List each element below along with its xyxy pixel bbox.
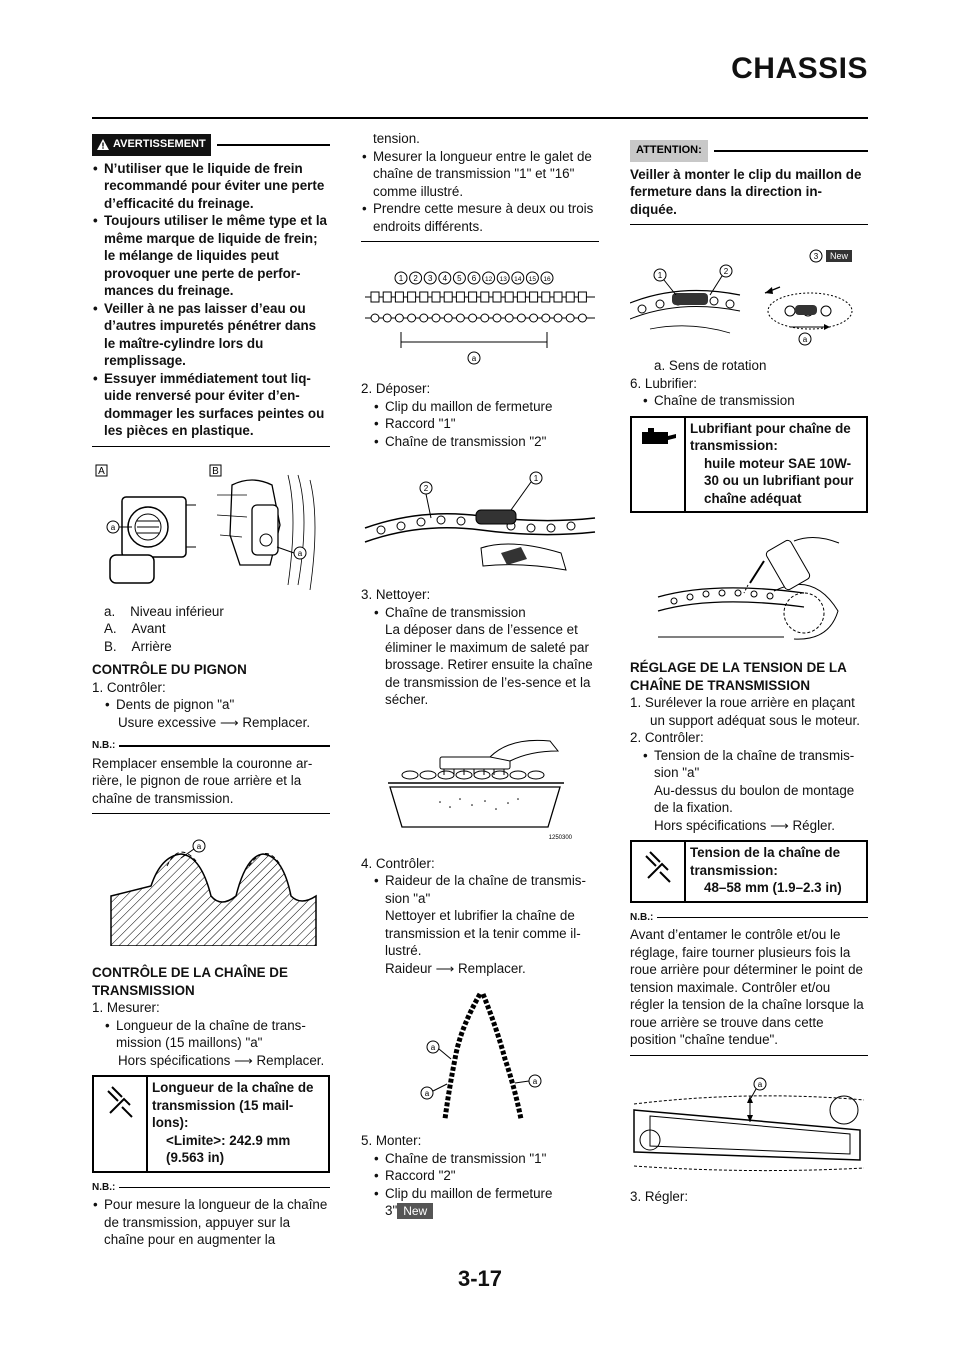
warning-header xyxy=(92,134,330,156)
chain-roller xyxy=(481,314,489,322)
arrow-right-icon: ⟶ xyxy=(435,960,455,976)
section-heading-pignon: CONTRÔLE DU PIGNON xyxy=(92,662,247,677)
chain-number-label: 16 xyxy=(543,276,551,283)
section-heading-chain: CONTRÔLE DE LA CHAÎNE DE TRANSMISSION xyxy=(92,965,288,998)
chain-link-plate xyxy=(371,292,379,302)
figure-code: 1250300 xyxy=(548,834,572,841)
list-item: • Essuyer immédiatement tout liq-uide renversé pour éviter d’en-dommager les surfaces peintes ou les pièces en plastique. xyxy=(92,370,330,440)
chain-roller xyxy=(371,314,379,322)
chain-link-plate xyxy=(493,292,501,302)
bullet-list xyxy=(361,148,599,236)
chain-roller xyxy=(408,314,416,322)
chain-roller xyxy=(542,314,550,322)
chain-link-plate xyxy=(542,292,550,302)
chain-number-label: 3 xyxy=(427,274,433,283)
bullet-list xyxy=(361,1150,599,1203)
chain-link-plate xyxy=(578,292,586,302)
list-item: • Clip du maillon de fermeture xyxy=(373,1185,599,1203)
chain-roller xyxy=(505,314,513,322)
callout-a: a xyxy=(196,842,202,851)
arrow-right-icon: ⟶ xyxy=(234,1052,253,1068)
spec-box-chain-length xyxy=(92,1075,330,1173)
step-text: 6. Lubrifier: xyxy=(630,375,697,391)
divider xyxy=(714,150,868,152)
step-text: 4. Contrôler: xyxy=(361,855,435,871)
page-number: 3-17 xyxy=(457,1266,503,1291)
caption-A: A. Avant xyxy=(104,621,166,636)
callout-a: a xyxy=(424,1089,430,1098)
warning-triangle-icon xyxy=(97,139,109,150)
figure-sprocket-teeth xyxy=(101,836,321,946)
callout-a: a xyxy=(802,335,808,344)
bullet-list xyxy=(361,872,599,907)
callout-1: 1 xyxy=(657,271,663,280)
fig-label-B: B xyxy=(212,465,219,477)
callout-a: a xyxy=(297,548,303,558)
chain-number-label: 13 xyxy=(499,276,507,283)
nb-header: N.B.: xyxy=(630,909,868,927)
chain-roller xyxy=(420,314,428,322)
list-item: • Tension de la chaîne de transmis-sion "a" xyxy=(642,747,868,782)
callout-a: a xyxy=(532,1077,538,1086)
callout-a: a xyxy=(110,522,116,532)
chain-link-plate xyxy=(395,292,403,302)
step-text: 3. Nettoyer: xyxy=(361,587,431,602)
chain-link-plate xyxy=(505,292,513,302)
chain-link-plate xyxy=(517,292,525,302)
list-item: • Raccord "2" xyxy=(373,1167,599,1185)
list-item: • N’utiliser que le liquide de frein recommandé pour éviter une perte d’efficacité du freinage. xyxy=(92,160,330,213)
chain-number-label: 15 xyxy=(528,276,537,283)
new-badge: New xyxy=(829,251,849,261)
attention-badge: ATTENTION: xyxy=(630,140,708,162)
step-text: 1. Surélever la roue arrière en plaçant un support adéquat sous le moteur. xyxy=(630,695,860,728)
chain-roller xyxy=(517,314,525,322)
chain-roller xyxy=(383,314,391,322)
criteria-line: Raideur ⟶ Remplacer. xyxy=(385,960,526,976)
chain-link-plate xyxy=(456,292,464,302)
chain-number-label: 4 xyxy=(442,274,448,283)
wrench-icon xyxy=(94,1077,148,1171)
step-text: 2. Déposer: xyxy=(361,381,431,396)
spec-box-chain-tension xyxy=(630,840,868,903)
page-title: CHASSIS xyxy=(731,52,868,85)
list-item: • Prendre cette mesure à deux ou trois endroits différents. xyxy=(361,200,599,235)
instruction-text: Au-dessus du boulon de montage de la fixation. xyxy=(654,782,855,815)
chain-length-illustration xyxy=(361,262,599,372)
divider xyxy=(361,241,599,242)
step-text: 2. Contrôler: xyxy=(630,730,704,745)
chain-roller xyxy=(554,314,562,322)
criteria-line: Usure excessive ⟶ Remplacer. xyxy=(118,714,311,730)
column-3 xyxy=(630,130,868,1205)
figure-brake-reservoir xyxy=(92,455,330,595)
step-text: 1. Mesurer: xyxy=(92,1000,160,1015)
bullet-list xyxy=(361,398,599,451)
bullet-list xyxy=(630,392,868,410)
chain-link-plate xyxy=(469,292,477,302)
warning-label: AVERTISSEMENT xyxy=(113,138,206,150)
fig-label-A: A xyxy=(98,465,105,477)
chain-number-label: 2 xyxy=(413,274,418,283)
warning-list xyxy=(92,160,330,440)
nb-list xyxy=(92,1196,330,1249)
divider xyxy=(630,1055,868,1056)
spec-text: Lubrifiant pour chaîne de transmission: huile moteur SAE 10W-30 ou un lubrifiant pour chaîne adéquat xyxy=(690,420,854,506)
nb-text: Avant d’entamer le contrôle et/ou le réglage, faire tourner plusieurs fois la roue arrière pour déterminer le point de tension maximale. Contrôler et/ou régler la tension de la chaîne lorsque la roue arrière se trouve dans cette position "chaîne tendue". xyxy=(630,927,864,1047)
chain-tension-illustration xyxy=(630,1070,868,1180)
caption-a: a. Sens de rotation xyxy=(654,358,767,373)
list-item: • Chaîne de transmission "1" xyxy=(373,1150,599,1168)
chain-link-plate xyxy=(432,292,440,302)
callout-a: a xyxy=(471,354,477,363)
nb-header: N.B.: xyxy=(92,1179,330,1197)
instruction-text: La déposer dans de l’essence et éliminer le maximum de saleté par brossage. Retirer ensuite la chaîne de transmission de l’es-sence et la sécher. xyxy=(385,622,593,707)
column-1 xyxy=(92,130,330,1249)
list-item: • Longueur de la chaîne de trans-mission (15 maillons) "a" xyxy=(104,1017,330,1052)
chain-roller xyxy=(578,314,586,322)
bullet-list xyxy=(92,696,330,714)
chain-link-plate xyxy=(444,292,452,302)
figure-chain-length xyxy=(361,262,599,372)
callout-2: 2 xyxy=(723,267,729,276)
chain-roller xyxy=(566,314,574,322)
spec-text: Longueur de la chaîne de transmission (15 mail-lons): <Limite>: 242.9 mm (9.563 in) xyxy=(152,1080,314,1165)
section-heading-adjustment: RÉGLAGE DE LA TENSION DE LA CHAÎNE DE TRANSMISSION xyxy=(630,660,847,693)
spec-box-lubricant xyxy=(630,416,868,514)
chain-roller xyxy=(493,314,501,322)
caption-B: B. Arrière xyxy=(104,638,172,654)
chain-link-plate xyxy=(408,292,416,302)
chain-cleaning-illustration xyxy=(380,727,580,847)
chain-stiffness-illustration xyxy=(405,989,555,1124)
list-item: • Veiller à ne pas laisser d’eau ou d’autres impuretés pénétrer dans le maître-cylindre lors du remplissage. xyxy=(92,300,330,370)
figure-chain-cleaning xyxy=(380,727,580,847)
chain-roller xyxy=(456,314,464,322)
list-item: • Dents de pignon "a" xyxy=(104,696,330,714)
chain-link-plate xyxy=(530,292,538,302)
figure-chain-tension xyxy=(630,1070,868,1180)
clip-direction-illustration xyxy=(630,249,868,349)
sprocket-teeth-illustration xyxy=(101,836,321,946)
spec-text: Tension de la chaîne de transmission: 48–58 mm (1.9–2.3 in) xyxy=(690,845,842,895)
list-item: • Raideur de la chaîne de transmis-sion "a" xyxy=(373,872,599,907)
chain-removal-illustration xyxy=(361,458,599,578)
divider xyxy=(92,813,330,814)
chain-link-plate xyxy=(383,292,391,302)
new-badge: New xyxy=(397,1203,433,1219)
caption-a: a. Niveau inférieur xyxy=(104,603,224,619)
bullet-list xyxy=(361,604,599,622)
list-item: • Chaîne de transmission xyxy=(642,392,868,410)
list-item: • Raccord "1" xyxy=(373,415,599,433)
brake-reservoir-illustration xyxy=(92,455,330,595)
criteria-line: Hors spécifications ⟶ Remplacer. xyxy=(118,1052,325,1068)
arrow-right-icon: ⟶ xyxy=(219,714,239,730)
chain-link-plate xyxy=(554,292,562,302)
bullet-list xyxy=(92,1017,330,1052)
chain-roller xyxy=(469,314,477,322)
criteria-line: Hors spécifications ⟶ Régler. xyxy=(654,817,835,833)
figure-chain-lubrication xyxy=(654,531,844,651)
chain-link-plate xyxy=(566,292,574,302)
attention-header xyxy=(630,140,868,162)
chain-link-plate xyxy=(420,292,428,302)
callout-3: 3 xyxy=(813,252,819,261)
chain-number-label: 12 xyxy=(484,276,493,283)
list-item: • Chaîne de transmission "2" xyxy=(373,433,599,451)
column-2 xyxy=(361,130,599,1220)
divider xyxy=(217,144,330,146)
list-item: • Mesurer la longueur entre le galet de chaîne de transmission "1" et "16" comme illustré. xyxy=(361,148,599,201)
continued-item: 3" New xyxy=(361,1202,599,1220)
chain-number-label: 6 xyxy=(471,274,477,283)
chain-roller xyxy=(444,314,452,322)
callout-a: a xyxy=(430,1043,436,1052)
warning-badge xyxy=(92,134,211,156)
list-item: • Pour mesure la longueur de la chaîne de transmission, appuyer sur la chaîne pour en augmenter la xyxy=(92,1196,330,1249)
list-item: • Chaîne de transmission xyxy=(373,604,599,622)
divider xyxy=(630,224,868,225)
nb-header: N.B.: xyxy=(92,737,330,755)
figure-clip-direction xyxy=(630,249,868,349)
instruction-text: Nettoyer et lubrifier la chaîne de transmission et la tenir comme il-lustré. xyxy=(385,908,581,958)
callout-1: 1 xyxy=(533,474,539,483)
oil-can-icon xyxy=(632,418,686,512)
chain-number-label: 5 xyxy=(457,274,462,283)
step-text: 5. Monter: xyxy=(361,1133,422,1148)
arrow-right-icon: ⟶ xyxy=(770,817,789,833)
callout-2: 2 xyxy=(423,484,429,493)
list-item: • Toujours utiliser le même type et la même marque de liquide de frein; le mélange de liquides peut provoquer une perte de perfor-mances du freinage. xyxy=(92,212,330,300)
divider xyxy=(92,446,330,447)
chain-lubrication-illustration xyxy=(654,531,844,651)
chain-roller xyxy=(432,314,440,322)
step-text: 3. Régler: xyxy=(630,1188,689,1204)
bullet-list xyxy=(630,747,868,782)
nb-text: Remplacer ensemble la couronne ar-rière, le pignon de roue arrière et la chaîne de transmission. xyxy=(92,755,313,806)
callout-a: a xyxy=(757,1079,763,1089)
attention-text: Veiller à monter le clip du maillon de fermeture dans la direction in-diquée. xyxy=(630,166,862,217)
step-text: 1. Contrôler: xyxy=(92,679,166,695)
figure-chain-stiffness xyxy=(405,989,555,1124)
chain-roller xyxy=(530,314,538,322)
list-item: • Clip du maillon de fermeture xyxy=(373,398,599,416)
chain-number-label: 14 xyxy=(514,276,522,283)
continued-text: tension. xyxy=(373,131,420,146)
figure-chain-removal xyxy=(361,458,599,578)
chain-link-plate xyxy=(481,292,489,302)
header-rule xyxy=(92,117,868,119)
chain-roller xyxy=(395,314,403,322)
chain-number-label: 1 xyxy=(398,274,404,283)
wrench-icon xyxy=(632,842,686,901)
